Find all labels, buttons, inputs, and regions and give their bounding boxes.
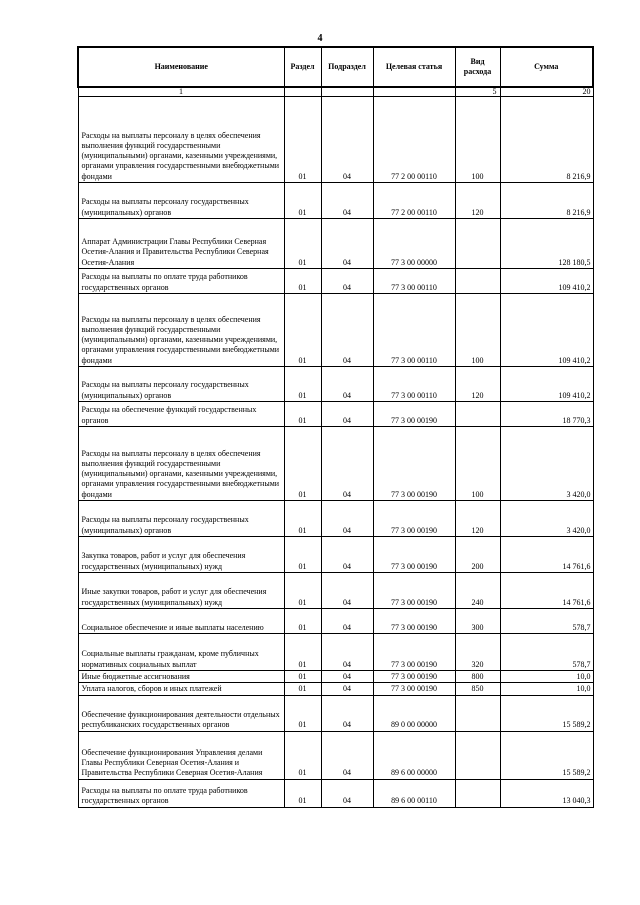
- row-subsection-cell: 04: [321, 671, 373, 683]
- row-sum-cell: 109 410,2: [500, 269, 593, 294]
- row-subsection-cell: 04: [321, 501, 373, 537]
- row-name-cell: Расходы на выплаты персоналу государственных (муниципальных) органов: [78, 183, 284, 219]
- row-subsection-cell: 04: [321, 695, 373, 731]
- row-target-cell: 89 6 00 00110: [373, 779, 455, 807]
- table-row: [78, 537, 593, 573]
- row-name-cell: Аппарат Администрации Главы Республики Северная Осетия-Алания и Правительства Республики Северная Осетия-Алания: [78, 219, 284, 269]
- row-subsection-cell: 04: [321, 294, 373, 367]
- row-target-cell: 77 2 00 00110: [373, 97, 455, 183]
- row-sum-cell: 8 216,9: [500, 183, 593, 219]
- row-name-cell: Обеспечение функционирования деятельности отдельных республиканских государственных органов: [78, 695, 284, 731]
- row-expense-type-cell: 320: [455, 634, 500, 671]
- row-subsection-cell: 04: [321, 683, 373, 695]
- row-sum-cell: 14 761,6: [500, 573, 593, 609]
- row-subsection-cell: 04: [321, 634, 373, 671]
- row-target-cell: 77 3 00 00110: [373, 269, 455, 294]
- table-row: [78, 683, 593, 695]
- table-row: [78, 573, 593, 609]
- table-row: [78, 427, 593, 501]
- row-name-cell: Расходы на выплаты персоналу государственных (муниципальных) органов: [78, 367, 284, 402]
- table-row: [78, 695, 593, 731]
- page-number: 4: [317, 33, 323, 44]
- row-sum-cell: 578,7: [500, 634, 593, 671]
- row-name-cell: Расходы на выплаты персоналу в целях обеспечения выполнения функций государственными (муниципальными) органами, казенными учреждениями, органами управления государственными внебюджетными фондами: [78, 97, 284, 183]
- row-name-cell: Уплата налогов, сборов и иных платежей: [78, 683, 284, 695]
- row-expense-type-cell: [455, 695, 500, 731]
- row-name-cell: Расходы на выплаты персоналу в целях обеспечения выполнения функций государственными (муниципальными) органами, казенными учреждениями, органами управления государственными внебюджетными фондами: [78, 294, 284, 367]
- row-section-cell: 01: [284, 427, 321, 501]
- row-section-cell: 01: [284, 634, 321, 671]
- row-target-cell: 77 3 00 00190: [373, 634, 455, 671]
- row-name-cell: Закупка товаров, работ и услуг для обеспечения государственных (муниципальных) нужд: [78, 537, 284, 573]
- row-section-cell: 01: [284, 609, 321, 634]
- table-row: [78, 269, 593, 294]
- row-expense-type-cell: [455, 731, 500, 779]
- row-target-cell: 77 2 00 00110: [373, 183, 455, 219]
- row-target-cell: 77 3 00 00000: [373, 219, 455, 269]
- table-row: [78, 294, 593, 367]
- row-subsection-cell: 04: [321, 573, 373, 609]
- row-section-cell: 01: [284, 97, 321, 183]
- numbering-subsection: [321, 87, 373, 97]
- row-section-cell: 01: [284, 402, 321, 427]
- row-name-cell: Иные закупки товаров, работ и услуг для обеспечения государственных (муниципальных) нужд: [78, 573, 284, 609]
- table-row: [78, 779, 593, 807]
- row-section-cell: 01: [284, 537, 321, 573]
- row-section-cell: 01: [284, 779, 321, 807]
- row-section-cell: 01: [284, 695, 321, 731]
- row-target-cell: 89 6 00 00000: [373, 731, 455, 779]
- row-subsection-cell: 04: [321, 427, 373, 501]
- row-sum-cell: 14 761,6: [500, 537, 593, 573]
- row-sum-cell: 13 040,3: [500, 779, 593, 807]
- row-sum-cell: 578,7: [500, 609, 593, 634]
- row-section-cell: 01: [284, 671, 321, 683]
- column-numbering-row: [78, 87, 593, 97]
- row-target-cell: 77 3 00 00190: [373, 671, 455, 683]
- numbering-sum: 20: [500, 87, 593, 97]
- row-expense-type-cell: 120: [455, 501, 500, 537]
- row-target-cell: 77 3 00 00190: [373, 537, 455, 573]
- row-name-cell: Расходы на выплаты по оплате труда работников государственных органов: [78, 269, 284, 294]
- row-expense-type-cell: [455, 402, 500, 427]
- header-section: Раздел: [284, 47, 321, 87]
- header-subsection: Подраздел: [321, 47, 373, 87]
- row-subsection-cell: 04: [321, 537, 373, 573]
- table-row: [78, 634, 593, 671]
- row-section-cell: 01: [284, 269, 321, 294]
- table-row: [78, 97, 593, 183]
- table-row: [78, 671, 593, 683]
- budget-table: [77, 46, 594, 808]
- row-expense-type-cell: [455, 269, 500, 294]
- table-row: [78, 219, 593, 269]
- header-sum: Сумма: [500, 47, 593, 87]
- row-name-cell: Социальное обеспечение и иные выплаты населению: [78, 609, 284, 634]
- row-name-cell: Расходы на обеспечение функций государственных органов: [78, 402, 284, 427]
- row-sum-cell: 8 216,9: [500, 97, 593, 183]
- row-expense-type-cell: 100: [455, 427, 500, 501]
- row-section-cell: 01: [284, 683, 321, 695]
- header-name: Наименование: [78, 47, 284, 87]
- row-subsection-cell: 04: [321, 219, 373, 269]
- row-sum-cell: 109 410,2: [500, 294, 593, 367]
- row-name-cell: Иные бюджетные ассигнования: [78, 671, 284, 683]
- row-target-cell: 77 3 00 00190: [373, 402, 455, 427]
- row-subsection-cell: 04: [321, 779, 373, 807]
- row-name-cell: Обеспечение функционирования Управления делами Главы Республики Северная Осетия-Алания и Правительства Республики Северная Осетия-Алания: [78, 731, 284, 779]
- row-target-cell: 77 3 00 00110: [373, 367, 455, 402]
- numbering-target: [373, 87, 455, 97]
- row-section-cell: 01: [284, 219, 321, 269]
- row-target-cell: 89 0 00 00000: [373, 695, 455, 731]
- table-row: [78, 731, 593, 779]
- row-name-cell: Расходы на выплаты персоналу государственных (муниципальных) органов: [78, 501, 284, 537]
- numbering-section: [284, 87, 321, 97]
- table-row: [78, 367, 593, 402]
- row-sum-cell: 3 420,0: [500, 427, 593, 501]
- row-expense-type-cell: 200: [455, 537, 500, 573]
- row-expense-type-cell: 100: [455, 294, 500, 367]
- row-section-cell: 01: [284, 731, 321, 779]
- row-target-cell: 77 3 00 00190: [373, 573, 455, 609]
- row-sum-cell: 3 420,0: [500, 501, 593, 537]
- table-row: [78, 501, 593, 537]
- row-subsection-cell: 04: [321, 609, 373, 634]
- row-expense-type-cell: 120: [455, 183, 500, 219]
- row-target-cell: 77 3 00 00110: [373, 294, 455, 367]
- row-sum-cell: 15 589,2: [500, 731, 593, 779]
- row-sum-cell: 10,0: [500, 671, 593, 683]
- row-section-cell: 01: [284, 183, 321, 219]
- row-sum-cell: 15 589,2: [500, 695, 593, 731]
- row-name-cell: Расходы на выплаты персоналу в целях обеспечения выполнения функций государственными (муниципальными) органами, казенными учреждениями, органами управления государственными внебюджетными фондами: [78, 427, 284, 501]
- row-sum-cell: 18 770,3: [500, 402, 593, 427]
- row-expense-type-cell: 100: [455, 97, 500, 183]
- row-expense-type-cell: [455, 779, 500, 807]
- header-expense-type: Вид расхода: [455, 47, 500, 87]
- row-subsection-cell: 04: [321, 731, 373, 779]
- row-target-cell: 77 3 00 00190: [373, 427, 455, 501]
- row-sum-cell: 10,0: [500, 683, 593, 695]
- row-subsection-cell: 04: [321, 183, 373, 219]
- row-expense-type-cell: [455, 219, 500, 269]
- row-subsection-cell: 04: [321, 367, 373, 402]
- table-row: [78, 609, 593, 634]
- row-expense-type-cell: 850: [455, 683, 500, 695]
- row-target-cell: 77 3 00 00190: [373, 609, 455, 634]
- numbering-name: 1: [78, 87, 284, 97]
- table-row: [78, 183, 593, 219]
- header-row: [78, 47, 593, 87]
- row-name-cell: Расходы на выплаты по оплате труда работников государственных органов: [78, 779, 284, 807]
- row-target-cell: 77 3 00 00190: [373, 501, 455, 537]
- row-section-cell: 01: [284, 573, 321, 609]
- row-expense-type-cell: 300: [455, 609, 500, 634]
- row-subsection-cell: 04: [321, 269, 373, 294]
- row-subsection-cell: 04: [321, 402, 373, 427]
- row-section-cell: 01: [284, 367, 321, 402]
- row-section-cell: 01: [284, 294, 321, 367]
- row-subsection-cell: 04: [321, 97, 373, 183]
- row-expense-type-cell: 800: [455, 671, 500, 683]
- numbering-expense-type: 5: [455, 87, 500, 97]
- row-expense-type-cell: 240: [455, 573, 500, 609]
- table-row: [78, 402, 593, 427]
- row-sum-cell: 109 410,2: [500, 367, 593, 402]
- row-section-cell: 01: [284, 501, 321, 537]
- row-expense-type-cell: 120: [455, 367, 500, 402]
- row-name-cell: Социальные выплаты гражданам, кроме публичных нормативных социальных выплат: [78, 634, 284, 671]
- row-target-cell: 77 3 00 00190: [373, 683, 455, 695]
- header-target: Целевая статья: [373, 47, 455, 87]
- row-sum-cell: 128 180,5: [500, 219, 593, 269]
